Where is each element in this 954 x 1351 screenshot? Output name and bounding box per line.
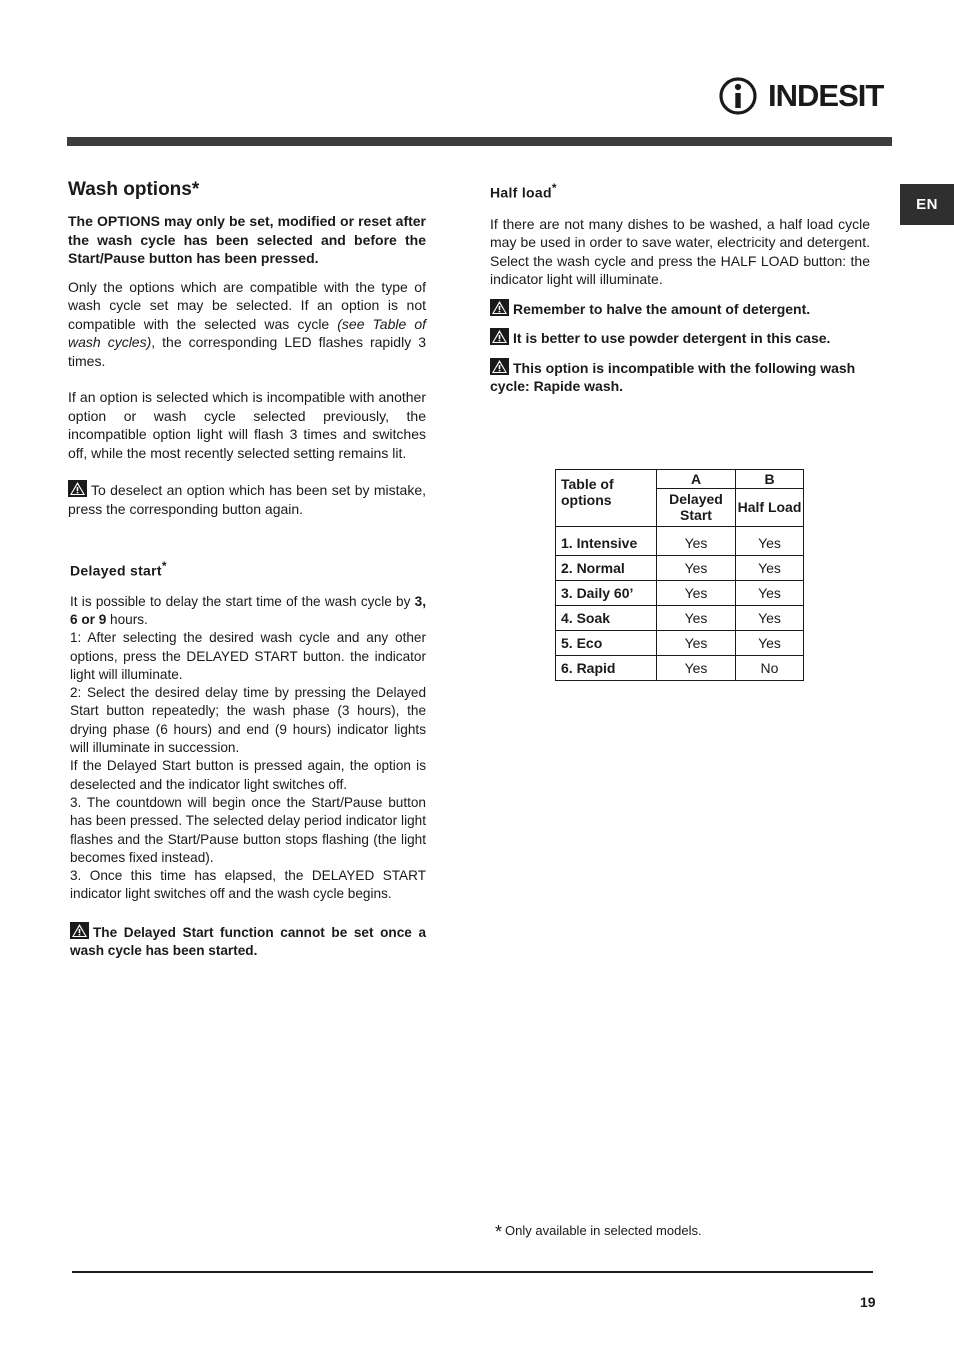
half-load-paragraph: If there are not many dishes to be washed, a half load cycle may be used in order to save water, electricity and detergent. Select the wash cycle and press the HALF LOAD button: the indicator light will illuminate. [490, 215, 870, 288]
row-label: 6. Rapid [556, 656, 657, 681]
wash-options-title: Wash options* [68, 179, 200, 200]
delayed-start-star: * [161, 559, 167, 573]
delayed-start-warning [70, 922, 426, 961]
table-corner-label: Table of options [556, 470, 657, 527]
options-compat-paragraph [68, 278, 426, 371]
col-a-label: Delayed Start [657, 489, 736, 527]
row-label: 1. Intensive [556, 527, 657, 556]
delayed-step-2: 2: Select the desired delay time by pressing the Delayed Start button repeatedly; the wash phase (3 hours), the drying phase (6 hours) and end (9 hours) indicator lights will illuminate in succession. [70, 685, 426, 756]
table-of-options [555, 469, 804, 681]
page-number: 19 [860, 1294, 876, 1310]
half-load-heading-text: Half load [490, 184, 552, 201]
indesit-logo-text: INDESIT [768, 78, 884, 113]
cell-delayed-start: Yes [657, 656, 736, 681]
table-row [556, 556, 804, 581]
delayed-step-1: 1: After selecting the desired wash cycle and any other options, press the DELAYED START button. the indicator light will illuminate. [70, 630, 426, 682]
compat-text-b: , the corresponding LED flashes rapidly 3 times. [68, 334, 426, 369]
top-divider-bar [67, 137, 892, 146]
table-row [556, 631, 804, 656]
footnote-star: * [495, 1222, 503, 1242]
deselect-warning [68, 480, 426, 518]
cell-half-load: Yes [736, 527, 804, 556]
half-load-warning-2-text: It is better to use powder detergent in this case. [513, 330, 831, 347]
delayed-step-3b: 3. Once this time has elapsed, the DELAYED START indicator light switches off and the wash cycle begins. [70, 868, 426, 902]
footnote-text: Only available in selected models. [505, 1223, 702, 1238]
indesit-logo-emblem-icon [718, 74, 762, 118]
col-a-letter: A [657, 470, 736, 489]
warning-icon [490, 358, 509, 375]
right-column [490, 178, 870, 396]
bottom-divider [72, 1271, 873, 1273]
half-load-star: * [551, 181, 557, 195]
left-column [68, 178, 426, 960]
half-load-heading [490, 178, 870, 203]
cell-half-load: Yes [736, 581, 804, 606]
half-load-warning-2 [490, 328, 870, 348]
cell-delayed-start: Yes [657, 581, 736, 606]
cell-delayed-start: Yes [657, 556, 736, 581]
cell-half-load: Yes [736, 631, 804, 656]
indesit-logo [718, 74, 884, 118]
row-label: 2. Normal [556, 556, 657, 581]
delayed-start-intro [70, 593, 426, 630]
table-row [556, 527, 804, 556]
cell-half-load: No [736, 656, 804, 681]
compat-text-a: Only the options which are compatible with the type of wash cycle set may be selected. If an option is not compatible with the selected was cycle [68, 278, 426, 332]
table-row [556, 581, 804, 606]
footnote [495, 1222, 702, 1243]
deselect-warning-text: To deselect an option which has been set by mistake, press the corresponding button again. [68, 482, 426, 517]
delayed-start-heading [70, 556, 426, 581]
delayed-start-heading-text: Delayed start [70, 562, 162, 579]
cell-half-load: Yes [736, 556, 804, 581]
delayed-step-2b: If the Delayed Start button is pressed again, the option is deselected and the indicator light switches off. [70, 758, 426, 792]
row-label: 3. Daily 60’ [556, 581, 657, 606]
row-label: 5. Eco [556, 631, 657, 656]
row-label: 4. Soak [556, 606, 657, 631]
delayed-intro-hours: 3, 6 or 9 [70, 593, 426, 627]
language-tab: EN [900, 184, 954, 225]
col-b-letter: B [736, 470, 804, 489]
delayed-step-3: 3. The countdown will begin once the Start/Pause button has been pressed. The selected delay period indicator light flashes and the Start/Pause button stops flashing (the light becomes fixed instead). [70, 794, 426, 865]
cell-delayed-start: Yes [657, 631, 736, 656]
half-load-warning-1 [490, 299, 870, 319]
half-load-warning-3 [490, 358, 870, 396]
cell-delayed-start: Yes [657, 527, 736, 556]
half-load-warning-1-text: Remember to halve the amount of detergent. [513, 300, 811, 317]
half-load-warning-3-text: This option is incompatible with the following wash cycle: Rapide wash. [490, 359, 856, 395]
options-incompatible-paragraph: If an option is selected which is incompatible with another option or wash cycle selected previously, the incompatible option light will flash 3 times and switches off, while the most recently selected setting remains lit. [68, 389, 426, 461]
options-intro-bold: The OPTIONS may only be set, modified or reset after the wash cycle has been selected and before the Start/Pause button has been pressed. [68, 213, 426, 266]
delayed-start-warning-text: The Delayed Start function cannot be set once a wash cycle has been started. [70, 924, 426, 958]
warning-icon [68, 480, 87, 497]
warning-icon [490, 299, 509, 316]
table-row [556, 656, 804, 681]
cell-delayed-start: Yes [657, 606, 736, 631]
delayed-start-section [70, 556, 426, 960]
cell-half-load: Yes [736, 606, 804, 631]
delayed-intro-a: It is possible to delay the start time of the wash cycle by [70, 593, 415, 609]
col-b-label: Half Load [736, 489, 804, 527]
delayed-intro-b: hours. [106, 611, 148, 627]
warning-icon [70, 922, 89, 939]
table-row [556, 606, 804, 631]
warning-icon [490, 328, 509, 345]
compat-text-italic: (see Table of wash cycles) [68, 315, 426, 350]
